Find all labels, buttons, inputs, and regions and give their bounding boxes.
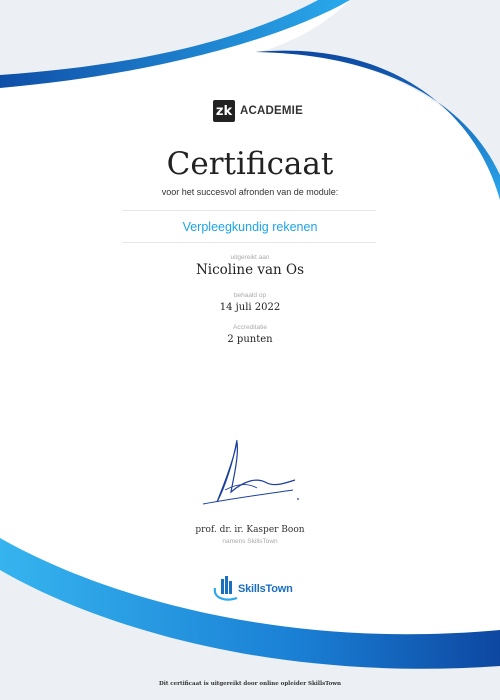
recipient-name: Nicoline van Os — [195, 262, 305, 278]
accreditation-points: 2 punten — [227, 334, 273, 345]
skillstown-logo — [211, 574, 291, 604]
zk-logo-mark: zk — [213, 100, 235, 122]
module-name: Verpleegkundig rekenen — [182, 220, 318, 234]
divider-bottom — [123, 242, 376, 243]
signatory-name: prof. dr. ir. Kasper Boon — [195, 525, 305, 535]
achieved-on-label: behaald op — [233, 292, 267, 299]
issued-to-label: uitgereikt aan — [230, 254, 270, 261]
certificate-subtitle: voor het succesvol afronden van de module: — [161, 187, 339, 197]
footer-note: Dit certificaat is uitgereikt door online opleider SkillsTown — [158, 681, 342, 687]
skillstown-logo-icon — [211, 574, 241, 604]
achieved-on-date: 14 juli 2022 — [219, 302, 281, 313]
zk-academie-logo — [213, 100, 303, 122]
signature-image — [195, 432, 305, 512]
skillstown-logo-text: SkillsTown — [238, 583, 293, 595]
certificate-title: Certificaat — [166, 146, 334, 182]
signatory-role: namens SkillsTown — [222, 538, 278, 545]
accreditation-label: Accreditatie — [233, 324, 267, 331]
zk-logo-name: ACADEMIE — [240, 105, 303, 117]
divider-top — [123, 210, 376, 211]
